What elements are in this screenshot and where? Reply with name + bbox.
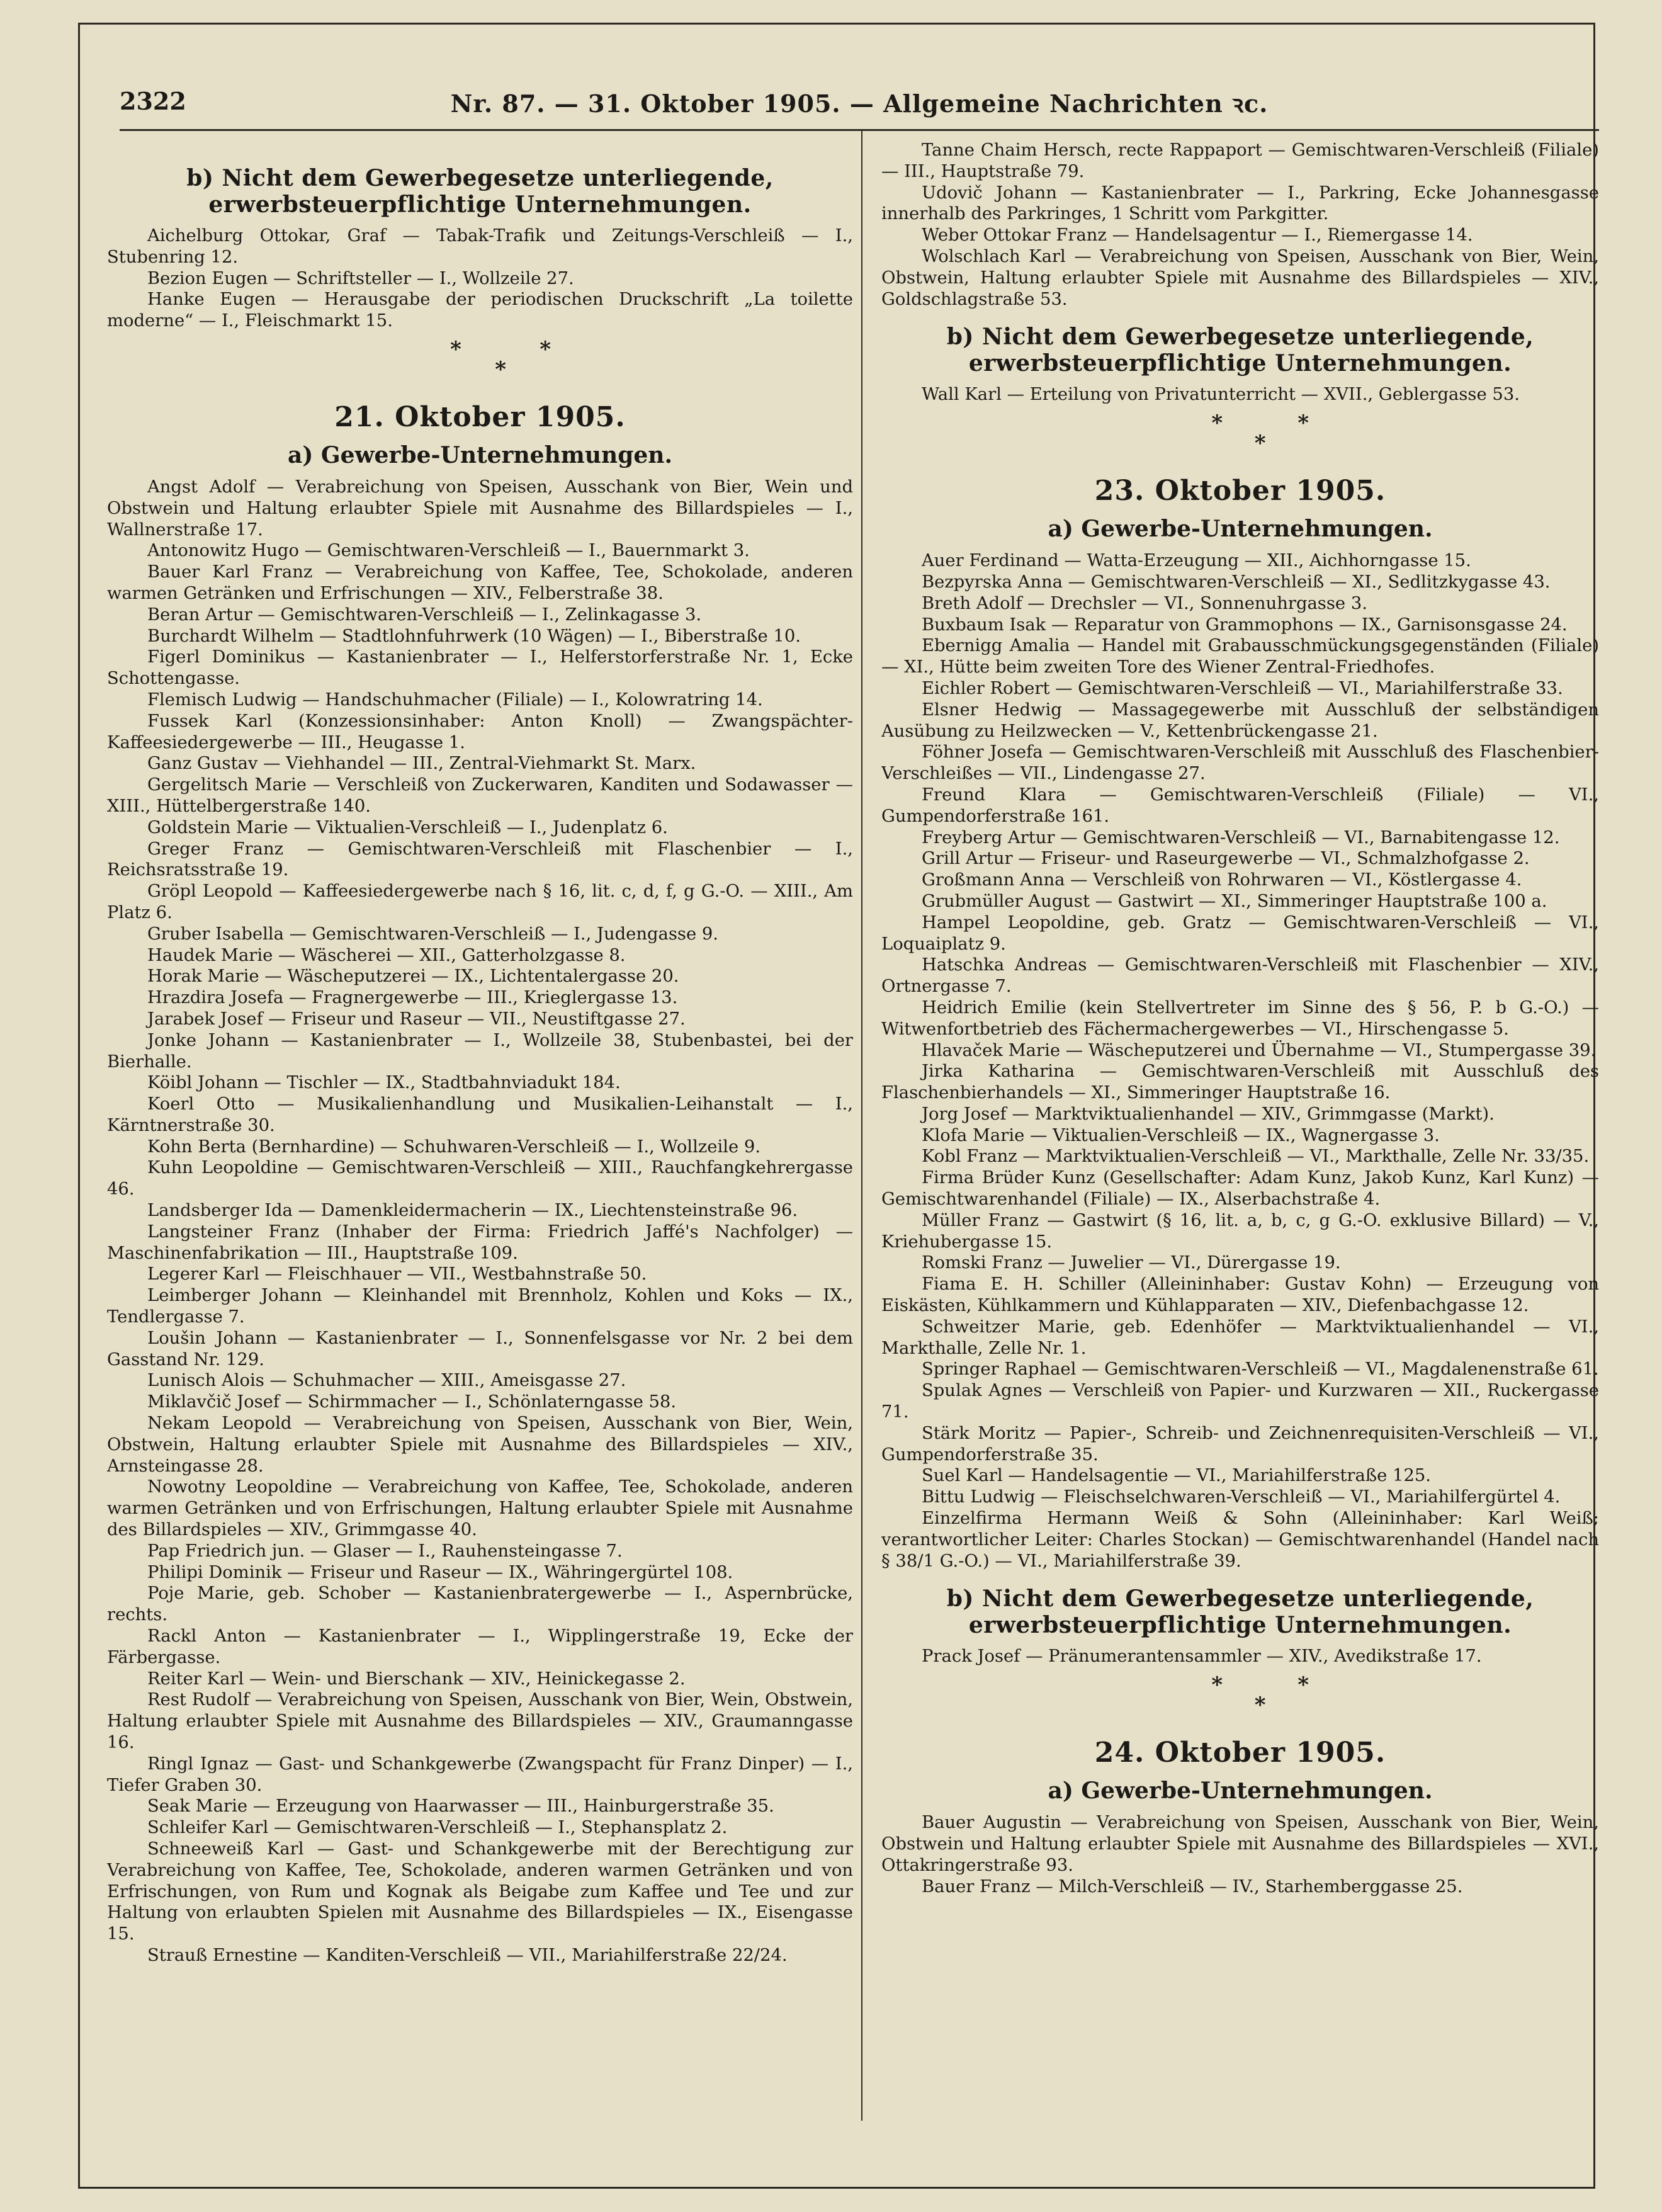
register-entry: Jonke Johann — Kastanienbrater — I., Wollzeile 38, Stubenbastei, bei der Bierhalle. xyxy=(107,1030,853,1072)
register-entry: Haudek Marie — Wäscherei — XII., Gatterholzgasse 8. xyxy=(147,945,626,965)
register-entry: Poje Marie, geb. Schober — Kastanienbratergewerbe — I., Aspernbrücke, rechts. xyxy=(107,1584,853,1625)
register-entry: Jirka Katharina — Gemischtwaren-Verschleiß mit Ausschluß des Flaschenbierhandels — XI., Simmeringer Hauptstraße 16. xyxy=(881,1062,1599,1103)
register-entry: Strauß Ernestine — Kanditen-Verschleiß — VII., Mariahilferstraße 22/24. xyxy=(147,1945,788,1965)
register-entry: Nowotny Leopoldine — Verabreichung von Kaffee, Tee, Schokolade, anderen warmen Getränken und von Erfrischungen, Haltung erlaubter Spiele mit Ausnahme des Billardspieles — XIV., Grimmgasse 40. xyxy=(107,1477,853,1540)
register-entry: Jorg Josef — Marktviktualienhandel — XIV., Grimmgasse (Markt). xyxy=(922,1104,1495,1124)
register-entry: Heidrich Emilie (kein Stellvertreter im Sinne des § 56, P. b G.-O.) — Witwenfortbetrieb des Fächermachergewerbes — VI., Hirschengasse 5. xyxy=(881,997,1599,1039)
register-entry: Ringl Ignaz — Gast- und Schankgewerbe (Zwangspacht für Franz Dinper) — I., Tiefer Graben 30. xyxy=(107,1754,853,1795)
register-entry: Greger Franz — Gemischtwaren-Verschleiß mit Flaschenbier — I., Reichsratsstraße 19. xyxy=(107,839,853,880)
register-entry: Bauer Karl Franz — Verabreichung von Kaffee, Tee, Schokolade, anderen warmen Getränken und Erfrischungen — XIV., Felberstraße 38. xyxy=(107,562,853,603)
register-entry: Gergelitsch Marie — Verschleiß von Zuckerwaren, Kanditen und Sodawasser — XIII., Hüttelbergerstraße 140. xyxy=(107,775,853,816)
register-entry: Elsner Hedwig — Massagegewerbe mit Ausschluß der selbständigen Ausübung zu Heilzwecken — V., Kettenbrückengasse 21. xyxy=(881,700,1599,741)
register-entry: Breth Adolf — Drechsler — VI., Sonnenuhrgasse 3. xyxy=(922,593,1367,613)
page-number: 2322 xyxy=(120,87,186,115)
register-entry: Aichelburg Ottokar, Graf — Tabak-Trafik und Zeitungs-Verschleiß — I., Stubenring 12. xyxy=(107,226,853,267)
register-entry: Fiama E. H. Schiller (Alleininhaber: Gustav Kohn) — Erzeugung von Eiskästen, Kühlkammern und Kühlapparaten — XIV., Diefenbachgasse 12. xyxy=(881,1274,1599,1316)
register-entry: Seak Marie — Erzeugung von Haarwasser — III., Hainburgerstraße 35. xyxy=(147,1796,774,1817)
register-entry: Langsteiner Franz (Inhaber der Firma: Friedrich Jaffé's Nachfolger) — Maschinenfabrikation — III., Hauptstraße 109. xyxy=(107,1222,853,1263)
register-entry: Auer Ferdinand — Watta-Erzeugung — XII., Aichhorngasse 15. xyxy=(922,551,1471,571)
register-entry: Wolschlach Karl — Verabreichung von Speisen, Ausschank von Bier, Wein, Obstwein, Haltung erlaubter Spiele mit Ausnahme des Billardspieles — XIV., Goldschlagstraße 53. xyxy=(881,246,1599,309)
register-entry: Tanne Chaim Hersch, recte Rappaport — Gemischtwaren-Verschleiß (Filiale) — III., Hauptstraße 79. xyxy=(881,140,1599,181)
register-entry: Kohn Berta (Bernhardine) — Schuhwaren-Verschleiß — I., Wollzeile 9. xyxy=(147,1137,761,1157)
register-entry: Beran Artur — Gemischtwaren-Verschleiß — I., Zelinkagasse 3. xyxy=(147,604,702,625)
register-entry: Antonowitz Hugo — Gemischtwaren-Verschleiß — I., Bauernmarkt 3. xyxy=(147,541,750,561)
date-heading: 23. Oktober 1905. xyxy=(1094,475,1386,508)
subsection-heading: a) Gewerbe-Unternehmungen. xyxy=(1048,1778,1433,1805)
section-separator xyxy=(881,413,1599,457)
running-head: Nr. 87. — 31. Oktober 1905. — Allgemeine Nachrichten ꝛc. xyxy=(450,89,1269,118)
register-entry: Großmann Anna — Verschleiß von Rohrwaren — VI., Köstlergasse 4. xyxy=(922,870,1522,890)
subsection-heading: a) Gewerbe-Unternehmungen. xyxy=(1048,516,1433,543)
register-entry: Bauer Augustin — Verabreichung von Speisen, Ausschank von Bier, Wein, Obstwein und Haltung erlaubter Spiele mit Ausnahme des Billardspieles — XVI., Ottakringerstraße 93. xyxy=(881,1813,1599,1875)
subsection-heading: a) Gewerbe-Unternehmungen. xyxy=(288,441,672,468)
register-entry: Udovič Johann — Kastanienbrater — I., Parkring, Ecke Johannesgasse innerhalb des Parkringes, 1 Schritt vom Parkgitter. xyxy=(881,183,1599,224)
register-entry: Goldstein Marie — Viktualien-Verschleiß — I., Judenplatz 6. xyxy=(147,817,668,837)
register-entry: Flemisch Ludwig — Handschuhmacher (Filiale) — I., Kolowratring 14. xyxy=(147,689,763,710)
register-entry: Reiter Karl — Wein- und Bierschank — XIV., Heinickegasse 2. xyxy=(147,1669,686,1689)
asterisk: * xyxy=(1211,411,1223,436)
register-entry: Wall Karl — Erteilung von Privatunterricht — XVII., Geblergasse 53. xyxy=(922,385,1520,405)
section-heading: b) Nicht dem Gewerbegesetze unterliegende, erwerbsteuerpflichtige Unternehmungen. xyxy=(186,165,774,218)
register-entry: Bezion Eugen — Schriftsteller — I., Wollzeile 27. xyxy=(147,268,574,288)
register-entry: Schleifer Karl — Gemischtwaren-Verschleiß — I., Stephansplatz 2. xyxy=(147,1818,728,1838)
register-entry: Pap Friedrich jun. — Glaser — I., Rauhensteingasse 7. xyxy=(147,1541,623,1561)
asterisk: * xyxy=(450,336,461,362)
register-entry: Philipi Dominik — Friseur und Raseur — IX., Währingergürtel 108. xyxy=(147,1562,733,1582)
right-column xyxy=(881,140,1599,2123)
register-entry: Weber Ottokar Franz — Handelsagentur — I., Riemergasse 14. xyxy=(922,225,1473,246)
page-header xyxy=(120,81,1599,125)
register-entry: Nekam Leopold — Verabreichung von Speisen, Ausschank von Bier, Wein, Obstwein, Haltung erlaubter Spiele mit Ausnahme des Billardspieles — XIV., Arnsteingasse 28. xyxy=(107,1414,853,1476)
register-entry: Suel Karl — Handelsagentie — VI., Mariahilferstraße 125. xyxy=(922,1466,1432,1486)
asterisk: * xyxy=(495,356,506,382)
date-heading: 21. Oktober 1905. xyxy=(334,400,626,433)
register-entry: Bezpyrska Anna — Gemischtwaren-Verschleiß — XI., Sedlitzkygasse 43. xyxy=(922,572,1551,592)
register-entry: Buxbaum Isak — Reparatur von Grammophons — IX., Garnisonsgasse 24. xyxy=(922,615,1568,635)
asterisk: * xyxy=(1297,1672,1309,1698)
register-entry: Gröpl Leopold — Kaffeesiedergewerbe nach § 16, lit. c, d, f, g G.-O. — XIII., Am Platz 6. xyxy=(107,882,853,922)
register-entry: Lunisch Alois — Schuhmacher — XIII., Ameisgasse 27. xyxy=(147,1371,626,1391)
register-entry: Loušin Johann — Kastanienbrater — I., Sonnenfelsgasse vor Nr. 2 bei dem Gasstand Nr. 129. xyxy=(107,1328,853,1370)
asterisk: * xyxy=(1211,1672,1223,1698)
register-entry: Gruber Isabella — Gemischtwaren-Verschleiß — I., Judengasse 9. xyxy=(147,924,719,944)
asterisk: * xyxy=(1254,431,1266,457)
header-rule xyxy=(120,129,1599,131)
column-divider xyxy=(861,131,862,2121)
left-column xyxy=(107,140,853,2123)
register-entry: Köibl Johann — Tischler — IX., Stadtbahnviadukt 184. xyxy=(147,1073,621,1093)
register-entry: Ganz Gustav — Viehhandel — III., Zentral-Viehmarkt St. Marx. xyxy=(147,754,696,774)
register-entry: Hanke Eugen — Herausgabe der periodischen Druckschrift „La toilette moderne“ — I., Fleischmarkt 15. xyxy=(107,290,853,331)
register-entry: Einzelfirma Hermann Weiß & Sohn (Alleininhaber: Karl Weiß; verantwortlicher Leiter: Charles Stockan) — Gemischtwarenhandel (Handel nach § 38/1 G.-O.) — VI., Mariahilferstraße 39. xyxy=(881,1509,1599,1571)
register-entry: Hampel Leopoldine, geb. Gratz — Gemischtwaren-Verschleiß — VI., Loquaiplatz 9. xyxy=(881,912,1599,954)
section-heading: b) Nicht dem Gewerbegesetze unterliegende, erwerbsteuerpflichtige Unternehmungen. xyxy=(946,324,1534,377)
register-entry: Spulak Agnes — Verschleiß von Papier- und Kurzwaren — XII., Ruckergasse 71. xyxy=(881,1381,1599,1422)
register-entry: Leimberger Johann — Kleinhandel mit Brennholz, Kohlen und Koks — IX., Tendlergasse 7. xyxy=(107,1286,853,1327)
register-entry: Springer Raphael — Gemischtwaren-Verschleiß — VI., Magdalenenstraße 61. xyxy=(922,1359,1599,1380)
section-separator xyxy=(881,1672,1599,1719)
register-entry: Kuhn Leopoldine — Gemischtwaren-Verschleiß — XIII., Rauchfangkehrergasse 46. xyxy=(107,1158,853,1200)
register-entry: Figerl Dominikus — Kastanienbrater — I., Helferstorferstraße Nr. 1, Ecke Schottengasse. xyxy=(107,647,853,689)
asterisk: * xyxy=(1297,411,1309,436)
register-entry: Jarabek Josef — Friseur und Raseur — VII., Neustiftgasse 27. xyxy=(147,1009,686,1029)
register-entry: Miklavčič Josef — Schirmmacher — I., Schönlaterngasse 58. xyxy=(147,1392,677,1412)
register-entry: Prack Josef — Pränumerantensammler — XIV., Avedikstraße 17. xyxy=(922,1647,1482,1667)
register-entry: Hatschka Andreas — Gemischtwaren-Verschleiß mit Flaschenbier — XIV., Ortnergasse 7. xyxy=(881,955,1599,997)
register-entry: Horak Marie — Wäscheputzerei — IX., Lichtentalergasse 20. xyxy=(147,967,679,987)
register-entry: Ebernigg Amalia — Handel mit Grabausschmückungsgegenständen (Filiale) — XI., Hütte beim zweiten Tore des Wiener Zentral-Friedhofes. xyxy=(881,636,1599,678)
register-entry: Koerl Otto — Musikalienhandlung und Musikalien-Leihanstalt — I., Kärntnerstraße 30. xyxy=(107,1094,853,1135)
register-entry: Freund Klara — Gemischtwaren-Verschleiß (Filiale) — VI., Gumpendorferstraße 161. xyxy=(881,785,1599,826)
register-entry: Firma Brüder Kunz (Gesellschafter: Adam Kunz, Jakob Kunz, Karl Kunz) — Gemischtwarenhandel (Filiale) — IX., Alserbachstraße 4. xyxy=(881,1168,1599,1210)
section-heading: b) Nicht dem Gewerbegesetze unterliegende, erwerbsteuerpflichtige Unternehmungen. xyxy=(946,1585,1534,1639)
register-entry: Burchardt Wilhelm — Stadtlohnfuhrwerk (10 Wägen) — I., Biberstraße 10. xyxy=(147,626,801,646)
register-entry: Eichler Robert — Gemischtwaren-Verschleiß — VI., Mariahilferstraße 33. xyxy=(922,678,1563,698)
register-entry: Müller Franz — Gastwirt (§ 16, lit. a, b, c, g G.-O. exklusive Billard) — V., Kriehubergasse 15. xyxy=(881,1210,1599,1252)
register-entry: Grubmüller August — Gastwirt — XI., Simmeringer Hauptstraße 100 a. xyxy=(922,891,1547,911)
register-entry: Romski Franz — Juwelier — VI., Dürergasse 19. xyxy=(922,1253,1341,1273)
asterisk: * xyxy=(540,336,551,362)
date-heading: 24. Oktober 1905. xyxy=(1094,1737,1386,1769)
register-entry: Schweitzer Marie, geb. Edenhöfer — Marktviktualienhandel — VI., Markthalle, Zelle Nr. 1. xyxy=(881,1317,1599,1358)
register-entry: Hlavaček Marie — Wäscheputzerei und Übernahme — VI., Stumpergasse 39. xyxy=(922,1040,1597,1060)
register-entry: Föhner Josefa — Gemischtwaren-Verschleiß mit Ausschluß des Flaschenbier-Verschleißes — VII., Lindengasse 27. xyxy=(881,742,1599,784)
register-entry: Angst Adolf — Verabreichung von Speisen, Ausschank von Bier, Wein und Obstwein und Haltung erlaubter Spiele mit Ausnahme des Billardspieles — I., Wallnerstraße 17. xyxy=(107,477,853,540)
register-entry: Stärk Moritz — Papier-, Schreib- und Zeichnenrequisiten-Verschleiß — VI., Gumpendorferstraße 35. xyxy=(881,1423,1599,1465)
register-entry: Klofa Marie — Viktualien-Verschleiß — IX., Wagnergasse 3. xyxy=(922,1125,1440,1145)
register-entry: Kobl Franz — Marktviktualien-Verschleiß — VI., Markthalle, Zelle Nr. 33/35. xyxy=(922,1147,1590,1167)
register-entry: Landsberger Ida — Damenkleidermacherin — IX., Liechtensteinstraße 96. xyxy=(147,1201,798,1221)
register-entry: Fussek Karl (Konzessionsinhaber: Anton Knoll) — Zwangspächter-Kaffeesiedergewerbe — III., Heugasse 1. xyxy=(107,711,853,752)
register-entry: Rest Rudolf — Verabreichung von Speisen, Ausschank von Bier, Wein, Obstwein, Haltung erlaubter Spiele mit Ausnahme des Billardspieles — XIV., Graumanngasse 16. xyxy=(107,1690,853,1752)
asterisk: * xyxy=(1254,1693,1266,1718)
register-entry: Rackl Anton — Kastanienbrater — I., Wipplingerstraße 19, Ecke der Färbergasse. xyxy=(107,1626,853,1667)
register-entry: Bittu Ludwig — Fleischselchwaren-Verschleiß — VI., Mariahilfergürtel 4. xyxy=(922,1487,1561,1507)
register-entry: Legerer Karl — Fleischhauer — VII., Westbahnstraße 50. xyxy=(147,1264,647,1285)
register-entry: Schneeweiß Karl — Gast- und Schankgewerbe mit der Berechtigung zur Verabreichung von Kaffee, Tee, Schokolade, anderen warmen Getränken und von Erfrischungen, von Rum und Kognak als Beigabe zum Kaffee und Tee und zur Haltung von erlaubten Spielen mit Ausnahme des Billardspieles — IX., Eisengasse 15. xyxy=(107,1839,853,1944)
register-entry: Bauer Franz — Milch-Verschleiß — IV., Starhemberggasse 25. xyxy=(922,1876,1463,1897)
register-entry: Freyberg Artur — Gemischtwaren-Verschleiß — VI., Barnabitengasse 12. xyxy=(922,827,1560,848)
register-entry: Hrazdira Josefa — Fragnergewerbe — III., Krieglergasse 13. xyxy=(147,988,678,1008)
section-separator xyxy=(107,336,853,383)
register-entry: Grill Artur — Friseur- und Raseurgewerbe — VI., Schmalzhofgasse 2. xyxy=(922,849,1530,869)
